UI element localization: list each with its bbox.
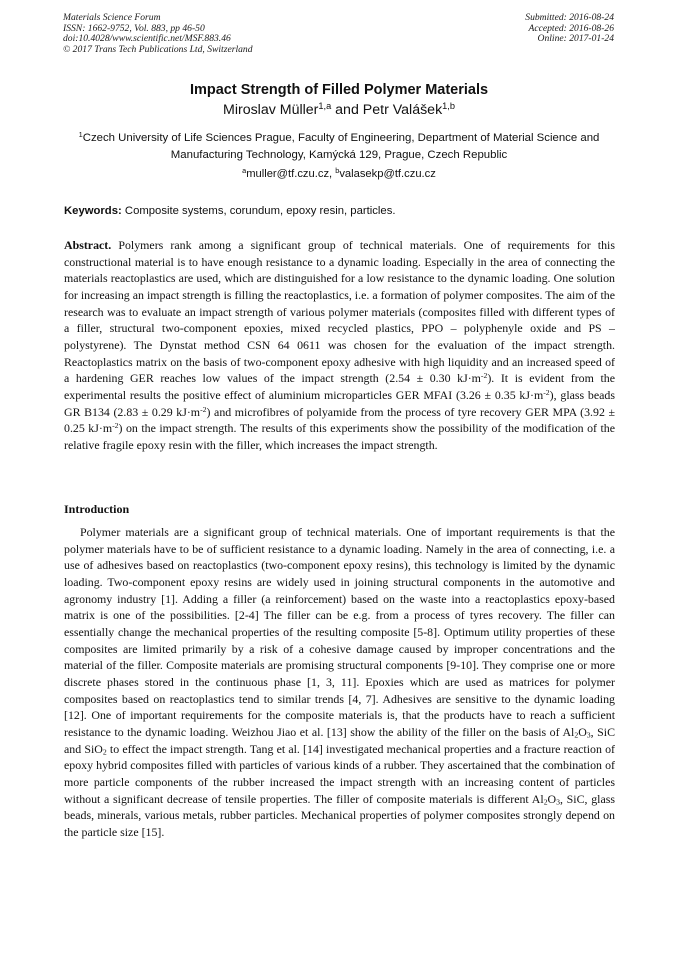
author-conjunction: and <box>331 102 363 118</box>
intro-text-2: O <box>578 724 587 739</box>
affiliation-marker: 1 <box>78 129 83 139</box>
abstract-text-4: ) and microfibres of polyamide from the process of tyre recovery GER MPA (3.92 ± 0.25 kJ·m <box>64 404 615 436</box>
header-left <box>63 13 253 55</box>
abstract-text-1: Polymers rank among a significant group of technical materials. One of requirements for this constructional material is to have enough resistance to a dynamic loading. Especially in the area of connecting the materials reactoplastics are used, which are distinguished for a low resistance to the dynamic loading. One solution for increasing an impact strength is filling the reactoplastics, i.e. a formation of polymer composites. The aim of the research was to evaluate an impact strength of various polymer materials (composites filled with different types of a filler, structural two-component epoxies, mixed recycled plastics, PPO – polyphenyle oxide and PS – polystyrene). The Dynstat method CSN 64 0611 was chosen for the evaluation of the impact strength. Reactoplastics matrix on the basis of two-component epoxy adhesive with high liquidity and an increased speed of a hardening GER reaches low values of the impact strength (2.54 ± 0.30 kJ·m <box>64 238 615 386</box>
abstract-text-2: ). It is evident from the experimental results the positive effect of aluminium microparticles GER MFAI (3.26 ± 0.35 kJ·m <box>64 371 615 402</box>
affiliation <box>60 130 618 163</box>
formula-subscript: 2 <box>574 730 579 740</box>
unit-exponent: -2 <box>200 404 207 414</box>
abstract-text-3: ), glass beads GR B134 (2.83 ± 0.29 kJ·m <box>64 387 616 419</box>
intro-text-3: , SiC and SiO <box>64 724 615 756</box>
email-b[interactable]: valasekp@tf.czu.cz <box>339 168 436 180</box>
issn-line: ISSN: 1662-9752, Vol. 883, pp 46-50 <box>63 22 205 34</box>
email-a-marker: a <box>242 166 247 175</box>
unit-exponent: -2 <box>543 387 550 397</box>
submitted-date: Submitted: 2016-08-24 <box>525 12 614 23</box>
unit-exponent: -2 <box>480 371 488 380</box>
abstract <box>64 237 615 454</box>
formula-subscript: 3 <box>586 730 591 740</box>
intro-text-5: O <box>547 791 557 806</box>
affiliation-text: Czech University of Life Sciences Prague, Faculty of Engineering, Department of Material Science and Manufacturing Technology, Kamýcká 129, Prague, Czech Republic <box>82 132 600 161</box>
author-2: Petr Valášek <box>362 102 443 118</box>
email-separator: , <box>329 168 336 180</box>
author-1-affil: 1,a <box>318 100 332 111</box>
formula-subscript: 3 <box>556 797 560 807</box>
copyright-line: © 2017 Trans Tech Publications Ltd, Switzerland <box>63 43 253 55</box>
email-line <box>0 167 678 182</box>
keywords-label: Keywords: <box>64 205 122 217</box>
intro-text-4: to effect the impact strength. Tang et al. [14] investigated mechanical properties and a fracture reaction of epoxy hybrid composites filled with particles of various kinds of a rubber. They ascertained that the combination of more particle components of the rubber increased the impact strength with an increasing content of particles without a significant decrease of tensile properties. The filler of composite materials is different Al <box>64 741 615 806</box>
author-2-affil: 1,b <box>442 100 455 111</box>
keywords-text: Composite systems, corundum, epoxy resin, particles. <box>121 205 396 217</box>
formula-subscript: 2 <box>543 797 548 807</box>
author-1: Miroslav Müller <box>223 102 319 118</box>
online-date: Online: 2017-01-24 <box>537 33 614 45</box>
formula-subscript: 2 <box>102 747 107 757</box>
paper-title: Impact Strength of Filled Polymer Materials <box>189 82 489 98</box>
email-a[interactable]: muller@tf.czu.cz <box>246 168 330 180</box>
accepted-date: Accepted: 2016-08-26 <box>528 22 614 34</box>
abstract-label: Abstract. <box>64 238 112 252</box>
email-b-marker: b <box>335 166 340 175</box>
intro-text-1: Polymer materials are a significant group of technical materials. One of important requirements is that the polymer materials have to be of sufficient resistance to a dynamic loading. Namely in the area of connecting, i.e. a use of adhesives based on reactoplastics (two-component epoxy resins), this technology is limited by the dynamic loading. Two-component epoxy resins are widely used in joining structural components in the automotive and agronomy industry [1]. Adding a filler (a reinforcement) based on the waste into a reactoplastics epoxy-based matrix is one of the possibilities. [2-4] The filler can be e.g. from a process of tyres recovery. The filler can essentially change the mechanical properties of the resulting composite [5-8]. Optimum utility properties of these composites are limited primarily by a risk of a cohesive damage caused by improper concentrations and the material of the filler. Composite materials are promising structural components [9-10]. They comprise one or more discrete phases stored in the continuous phase [1, 3, 11]. Epoxies which are used as matrices for polymer composites based on reactoplastics tend to similar trends [4, 7]. Adhesives are sensitive to the dynamic loading [12]. One of important requirements for the composite materials is, that the products have to reach a sufficient resistance to the dynamic loading. Weizhou Jiao et al. [13] show the ability of the filler on the basis of Al <box>64 525 615 739</box>
unit-exponent: -2 <box>112 420 119 430</box>
intro-text-6: , SiC, glass beads, minerals, various metals, rubber particles. Mechanical properties of polymer composites strongly depend on the particle size [15]. <box>64 791 615 839</box>
abstract-text-5: ) on the impact strength. The results of this experiments show the possibility of the modification of the relative fragile epoxy resin with the filler, which increases the impact strength. <box>64 421 615 452</box>
doi-line: doi:10.4028/www.scientific.net/MSF.883.46 <box>63 33 231 45</box>
journal-name: Materials Science Forum <box>63 12 161 23</box>
keywords <box>64 204 616 219</box>
header-right <box>525 13 614 45</box>
introduction-body <box>64 524 615 840</box>
introduction-heading: Introduction <box>64 502 130 516</box>
author-line <box>0 101 678 119</box>
